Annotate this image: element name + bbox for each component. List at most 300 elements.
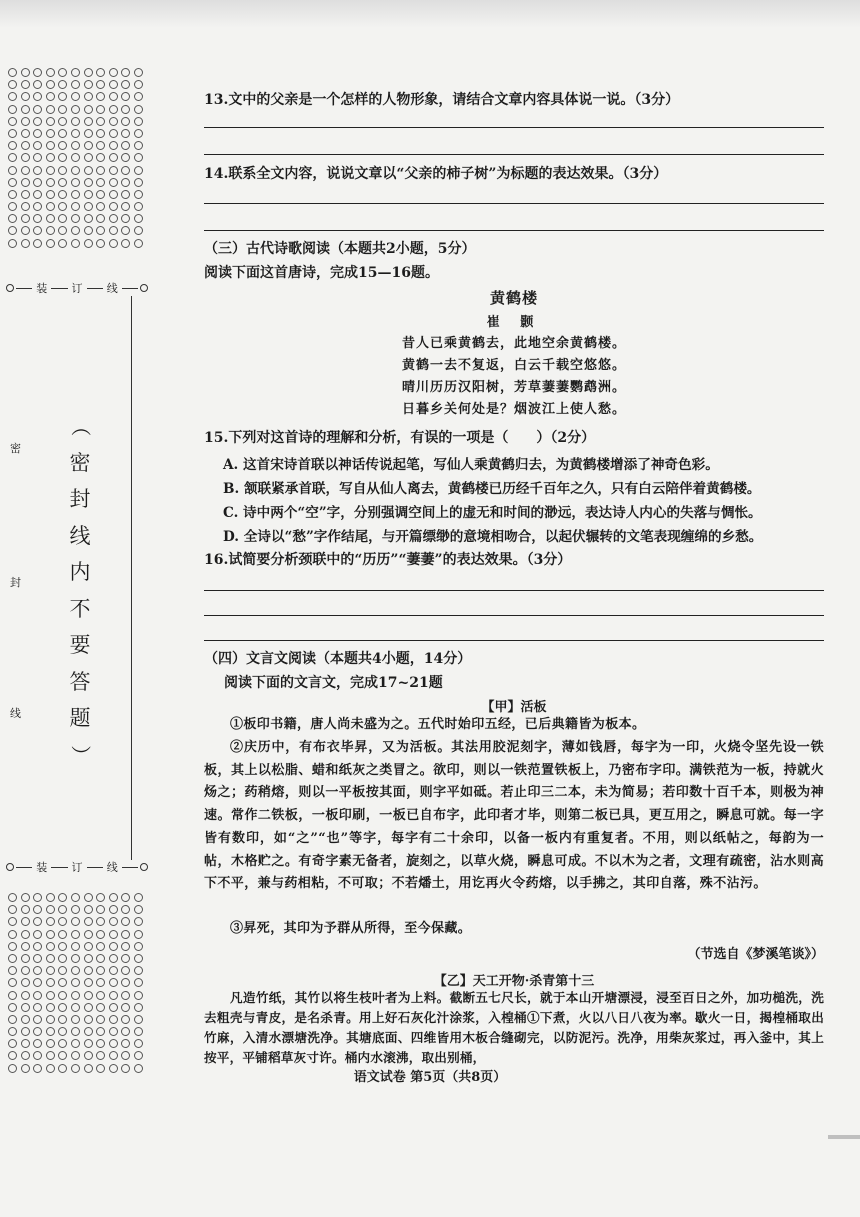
binding-line-top: 装 订 线 (6, 281, 148, 295)
binding-hole-icon (33, 178, 42, 187)
binding-hole-icon (58, 117, 67, 126)
binding-hole-icon (84, 966, 93, 975)
binding-hole-icon (8, 226, 17, 235)
binding-hole-icon (96, 166, 105, 175)
binding-hole-icon (46, 226, 55, 235)
binding-hole-icon (121, 239, 130, 248)
binding-hole-icon (58, 893, 67, 902)
binding-hole-icon (21, 905, 30, 914)
binding-hole-icon (8, 905, 17, 914)
binding-hole-icon (46, 1039, 55, 1048)
binding-hole-icon (121, 1039, 130, 1048)
binding-hole-icon (8, 991, 17, 1000)
binding-hole-icon (33, 214, 42, 223)
binding-hole-icon (134, 930, 143, 939)
binding-hole-icon (58, 80, 67, 89)
binding-hole-icon (46, 991, 55, 1000)
poem-line: 日暮乡关何处是？烟波江上使人愁。 (401, 402, 626, 417)
binding-hole-icon (96, 930, 105, 939)
binding-hole-icon (21, 166, 30, 175)
binding-hole-icon (46, 68, 55, 77)
binding-hole-icon (121, 80, 130, 89)
section-4-heading: （四）文言文阅读（本题共4小题，14分） (204, 651, 472, 667)
binding-hole-icon (96, 202, 105, 211)
binding-hole-icon (46, 1027, 55, 1036)
binding-hole-icon (33, 80, 42, 89)
poem-line: 晴川历历汉阳树，芳草萋萋鹦鹉洲。 (401, 380, 626, 395)
binding-hole-icon (71, 92, 80, 101)
binding-hole-icon (71, 226, 80, 235)
binding-hole-icon (109, 1015, 118, 1024)
binding-hole-icon (71, 991, 80, 1000)
binding-hole-icon (21, 1003, 30, 1012)
binding-hole-icon (58, 1015, 67, 1024)
binding-hole-icon (84, 202, 93, 211)
binding-hole-icon (46, 105, 55, 114)
binding-hole-icon (121, 166, 130, 175)
binding-hole-icon (58, 92, 67, 101)
binding-hole-icon (134, 1015, 143, 1024)
binding-hole-icon (33, 117, 42, 126)
binding-hole-icon (46, 893, 55, 902)
binding-hole-icon (84, 117, 93, 126)
binding-hole-icon (71, 105, 80, 114)
binding-hole-icon (46, 1003, 55, 1012)
binding-hole-icon (121, 226, 130, 235)
binding-hole-icon (46, 117, 55, 126)
binding-hole-icon (121, 202, 130, 211)
binding-hole-icon (71, 190, 80, 199)
binding-hole-icon (8, 239, 17, 248)
seal-notice: （ 密 封 线 内 不 要 答 题 ） (68, 416, 93, 765)
option-d[interactable]: D. 全诗以“愁”字作结尾，与开篇缥缈的意境相吻合，以起伏辗转的文笔表现缠绵的乡愁。 (223, 529, 763, 545)
binding-hole-icon (8, 117, 17, 126)
binding-hole-icon (71, 166, 80, 175)
binding-hole-icon (8, 1003, 17, 1012)
binding-hole-icon (58, 930, 67, 939)
binding-hole-icon (33, 954, 42, 963)
binding-hole-icon (96, 117, 105, 126)
binding-hole-icon (134, 92, 143, 101)
binding-hole-icon (96, 80, 105, 89)
option-b[interactable]: B. 颔联紧承首联，写自从仙人离去，黄鹤楼已历经千百年之久，只有白云陪伴着黄鹤楼。 (223, 481, 761, 497)
binding-hole-icon (109, 214, 118, 223)
binding-hole-icon (121, 954, 130, 963)
answer-line[interactable] (204, 590, 824, 591)
binding-hole-icon (33, 190, 42, 199)
binding-hole-icon (58, 1027, 67, 1036)
binding-hole-icon (84, 92, 93, 101)
binding-hole-icon (8, 190, 17, 199)
binding-hole-icon (134, 1003, 143, 1012)
binding-hole-icon (71, 214, 80, 223)
binding-hole-icon (134, 905, 143, 914)
binding-hole-icon (71, 153, 80, 162)
scan-edge (0, 0, 860, 28)
binding-hole-icon (71, 141, 80, 150)
binding-hole-icon (58, 239, 67, 248)
binding-hole-icon (84, 1039, 93, 1048)
binding-hole-icon (58, 954, 67, 963)
binding-hole-icon (58, 966, 67, 975)
binding-hole-icon (71, 1027, 80, 1036)
binding-hole-icon (8, 153, 17, 162)
binding-hole-icon (134, 129, 143, 138)
section-3-heading: （三）古代诗歌阅读（本题共2小题，5分） (204, 241, 476, 257)
binding-hole-icon (33, 1015, 42, 1024)
binding-hole-icon (58, 190, 67, 199)
binding-hole-icon (121, 117, 130, 126)
binding-hole-icon (21, 202, 30, 211)
binding-hole-icon (21, 129, 30, 138)
binding-hole-icon (21, 190, 30, 199)
binding-hole-icon (96, 978, 105, 987)
binding-hole-icon (21, 942, 30, 951)
binding-hole-icon (71, 930, 80, 939)
binding-hole-icon (46, 239, 55, 248)
binding-hole-icon (134, 991, 143, 1000)
binding-hole-icon (134, 226, 143, 235)
binding-hole-icon (121, 1051, 130, 1060)
binding-hole-icon (21, 978, 30, 987)
binding-hole-icon (8, 1015, 17, 1024)
binding-hole-icon (33, 1027, 42, 1036)
binding-hole-icon (121, 1003, 130, 1012)
answer-line[interactable] (204, 615, 824, 616)
binding-hole-icon (8, 92, 17, 101)
binding-hole-icon (8, 202, 17, 211)
binding-hole-icon (8, 105, 17, 114)
binding-hole-icon (46, 178, 55, 187)
binding-hole-icon (84, 166, 93, 175)
binding-hole-icon (121, 1027, 130, 1036)
binding-hole-icon (21, 991, 30, 1000)
binding-hole-icon (71, 117, 80, 126)
binding-hole-icon (96, 239, 105, 248)
binding-hole-icon (96, 214, 105, 223)
binding-hole-icon (46, 1051, 55, 1060)
binding-hole-icon (8, 1027, 17, 1036)
binding-hole-icon (46, 930, 55, 939)
binding-hole-icon (134, 954, 143, 963)
binding-hole-icon (134, 202, 143, 211)
binding-hole-icon (21, 1027, 30, 1036)
poem-title: 黄鹤楼 (489, 289, 538, 307)
binding-hole-icon (21, 153, 30, 162)
seal-mark: 密 (10, 442, 21, 455)
binding-hole-icon (46, 942, 55, 951)
binding-hole-icon (84, 214, 93, 223)
binding-hole-icon (33, 153, 42, 162)
text-jia-para-3: ③昇死，其印为予群从所得，至今保藏。 (230, 921, 472, 936)
binding-hole-icon (109, 1051, 118, 1060)
binding-hole-icon (21, 917, 30, 926)
binding-hole-icon (21, 930, 30, 939)
binding-hole-icon (121, 978, 130, 987)
binding-hole-icon (109, 105, 118, 114)
binding-hole-icon (134, 117, 143, 126)
scan-artifact (828, 1135, 860, 1139)
binding-hole-grid-top (8, 68, 145, 250)
binding-hole-icon (96, 905, 105, 914)
binding-hole-icon (121, 92, 130, 101)
binding-hole-icon (109, 68, 118, 77)
binding-hole-icon (71, 68, 80, 77)
binding-hole-icon (46, 141, 55, 150)
binding-hole-icon (33, 166, 42, 175)
binding-hole-icon (96, 893, 105, 902)
binding-hole-icon (8, 68, 17, 77)
binding-hole-icon (71, 239, 80, 248)
binding-hole-icon (134, 153, 143, 162)
binding-hole-icon (84, 105, 93, 114)
binding-hole-icon (58, 166, 67, 175)
question-13: 13.文中的父亲是一个怎样的人物形象，请结合文章内容具体说一说。（3分） (204, 92, 680, 108)
binding-hole-icon (96, 190, 105, 199)
binding-hole-icon (8, 141, 17, 150)
binding-hole-icon (71, 80, 80, 89)
poem-line: 昔人已乘黄鹤去，此地空余黄鹤楼。 (401, 336, 626, 351)
binding-hole-icon (71, 202, 80, 211)
text-jia-source: （节选自《梦溪笔谈》） (687, 947, 824, 962)
binding-hole-icon (33, 1039, 42, 1048)
binding-hole-icon (121, 893, 130, 902)
binding-hole-icon (21, 68, 30, 77)
binding-hole-icon (21, 214, 30, 223)
binding-hole-icon (134, 80, 143, 89)
binding-hole-icon (134, 978, 143, 987)
text-yi-title: 【乙】天工开物·杀青第十三 (433, 974, 595, 989)
binding-hole-icon (96, 917, 105, 926)
binding-hole-icon (71, 954, 80, 963)
binding-hole-icon (96, 1039, 105, 1048)
binding-hole-icon (109, 893, 118, 902)
binding-line-bottom: 装 订 线 (6, 860, 148, 874)
binding-hole-icon (109, 1039, 118, 1048)
binding-hole-icon (58, 105, 67, 114)
binding-hole-icon (71, 178, 80, 187)
binding-hole-icon (8, 942, 17, 951)
binding-hole-icon (96, 1003, 105, 1012)
binding-hole-icon (121, 917, 130, 926)
ring-icon (6, 284, 14, 292)
binding-hole-icon (58, 153, 67, 162)
binding-hole-icon (58, 1039, 67, 1048)
binding-hole-icon (109, 178, 118, 187)
section-4-intro: 阅读下面的文言文，完成17~21题 (224, 675, 443, 691)
binding-hole-icon (21, 966, 30, 975)
binding-hole-icon (46, 966, 55, 975)
binding-hole-icon (8, 178, 17, 187)
binding-hole-icon (134, 105, 143, 114)
binding-hole-icon (121, 129, 130, 138)
section-3-intro: 阅读下面这首唐诗，完成15—16题。 (204, 265, 439, 281)
binding-hole-icon (121, 1015, 130, 1024)
binding-hole-icon (21, 1015, 30, 1024)
binding-hole-icon (134, 239, 143, 248)
binding-hole-icon (21, 105, 30, 114)
binding-hole-icon (109, 930, 118, 939)
binding-hole-icon (84, 129, 93, 138)
binding-hole-icon (134, 966, 143, 975)
binding-hole-icon (96, 1015, 105, 1024)
binding-hole-icon (8, 930, 17, 939)
binding-hole-icon (71, 1051, 80, 1060)
binding-hole-icon (8, 80, 17, 89)
binding-hole-icon (8, 954, 17, 963)
binding-hole-icon (58, 141, 67, 150)
binding-hole-icon (21, 226, 30, 235)
binding-hole-icon (58, 1003, 67, 1012)
binding-hole-icon (58, 178, 67, 187)
binding-hole-icon (134, 1027, 143, 1036)
binding-hole-icon (46, 190, 55, 199)
binding-hole-icon (58, 1051, 67, 1060)
binding-hole-icon (96, 954, 105, 963)
binding-hole-icon (58, 991, 67, 1000)
binding-hole-icon (71, 1039, 80, 1048)
binding-hole-icon (33, 917, 42, 926)
binding-hole-icon (134, 190, 143, 199)
binding-hole-icon (46, 80, 55, 89)
seal-mark: 线 (10, 707, 21, 720)
binding-hole-icon (46, 153, 55, 162)
binding-hole-icon (96, 226, 105, 235)
answer-line[interactable] (204, 203, 824, 204)
binding-hole-icon (33, 1051, 42, 1060)
binding-hole-icon (33, 991, 42, 1000)
binding-hole-icon (84, 905, 93, 914)
binding-hole-icon (96, 68, 105, 77)
binding-hole-icon (96, 129, 105, 138)
binding-hole-icon (96, 991, 105, 1000)
binding-hole-icon (84, 954, 93, 963)
text-jia-para-2: ②庆历中，有布衣毕昇，又为活板。其法用胶泥刻字，薄如钱唇，每字为一印，火烧令坚先设一铁板，其上以松脂、蜡和纸灰之类冒之。欲印，则以一铁范置铁板上，乃密布字印。满铁范为一板，持就火炀之；药稍熔，则以一平板按其面，则字平如砥。若止印三二本，未为简易；若印数十百千本，则极为神速。常作二铁板，一板印刷，一板已自布字，此印者才毕，则第二板已具，更互用之，瞬息可就。每一字皆有数印，如“之”“也”等字，每字有二十余印，以备一板内有重复者。不用，则以纸帖之，每韵为一帖，木格贮之。有奇字素无备者，旋刻之，以草火烧，瞬息可成。不以木为之者，文理有疏密，沾水则高下不平，兼与药相粘，不可取；不若燔土，用讫再火令药熔，以手拂之，其印自落，殊不沾污。 (204, 740, 824, 892)
text-jia-para-1: ①板印书籍，唐人尚未盛为之。五代时始印五经，已后典籍皆为板本。 (230, 717, 646, 732)
binding-hole-icon (21, 80, 30, 89)
binding-hole-icon (33, 893, 42, 902)
binding-hole-icon (109, 190, 118, 199)
text-jia-title: 【甲】活板 (481, 700, 547, 715)
poem-author: 崔 颢 (486, 315, 542, 330)
binding-hole-icon (58, 978, 67, 987)
binding-hole-icon (33, 966, 42, 975)
binding-hole-icon (121, 178, 130, 187)
binding-hole-icon (33, 202, 42, 211)
binding-hole-icon (109, 905, 118, 914)
binding-hole-icon (8, 166, 17, 175)
poem-line: 黄鹤一去不复返，白云千载空悠悠。 (401, 358, 626, 373)
binding-hole-icon (84, 1027, 93, 1036)
binding-hole-icon (46, 214, 55, 223)
binding-hole-icon (21, 92, 30, 101)
binding-hole-icon (84, 1003, 93, 1012)
question-15: 15.下列对这首诗的理解和分析，有误的一项是（ ）（2分） (204, 430, 596, 446)
binding-hole-icon (109, 942, 118, 951)
binding-hole-icon (134, 166, 143, 175)
binding-hole-icon (21, 117, 30, 126)
binding-hole-icon (8, 978, 17, 987)
binding-hole-icon (33, 942, 42, 951)
binding-hole-icon (46, 166, 55, 175)
binding-hole-icon (58, 226, 67, 235)
binding-hole-icon (109, 991, 118, 1000)
binding-hole-icon (21, 1039, 30, 1048)
binding-hole-icon (121, 930, 130, 939)
binding-hole-icon (109, 978, 118, 987)
binding-hole-icon (8, 1039, 17, 1048)
binding-hole-icon (71, 942, 80, 951)
binding-hole-icon (33, 905, 42, 914)
answer-line[interactable] (204, 230, 824, 231)
question-14: 14.联系全文内容，说说文章以“父亲的柿子树”为标题的表达效果。（3分） (204, 166, 668, 182)
binding-hole-icon (46, 202, 55, 211)
binding-hole-icon (109, 1027, 118, 1036)
binding-hole-icon (96, 178, 105, 187)
binding-hole-icon (33, 105, 42, 114)
ring-icon (140, 284, 148, 292)
binding-hole-icon (134, 68, 143, 77)
answer-line[interactable] (204, 154, 824, 155)
binding-hole-icon (21, 141, 30, 150)
answer-line[interactable] (204, 127, 824, 128)
text-yi-para: 凡造竹纸，其竹以将生枝叶者为上料。截断五七尺长，就于本山开塘漂浸，浸至百日之外，加功槌洗，洗去粗壳与青皮，是名杀青。用上好石灰化汁涂浆，入楻桶①下煮，火以八日八夜为率。歇火一日，揭楻桶取出竹麻，入清水漂塘洗净。其塘底面、四维皆用木板合缝砌完，以防泥污。洗净，用柴灰浆过，再入釜中，其上按平，平铺稻草灰寸许。桶内水滚沸，取出别桶， (204, 990, 824, 1065)
binding-hole-icon (8, 129, 17, 138)
binding-hole-icon (58, 905, 67, 914)
binding-hole-icon (109, 92, 118, 101)
binding-hole-icon (8, 917, 17, 926)
binding-hole-grid-bottom (8, 893, 145, 1075)
option-a[interactable]: A. 这首宋诗首联以神话传说起笔，写仙人乘黄鹤归去，为黄鹤楼增添了神奇色彩。 (223, 457, 719, 473)
binding-hole-icon (58, 129, 67, 138)
binding-hole-icon (33, 68, 42, 77)
binding-hole-icon (109, 917, 118, 926)
binding-hole-icon (33, 1003, 42, 1012)
binding-hole-icon (21, 893, 30, 902)
binding-hole-icon (121, 153, 130, 162)
binding-hole-icon (96, 966, 105, 975)
binding-hole-icon (121, 190, 130, 199)
binding-hole-icon (96, 153, 105, 162)
binding-hole-icon (71, 978, 80, 987)
binding-hole-icon (109, 117, 118, 126)
binding-hole-icon (121, 966, 130, 975)
binding-hole-icon (8, 214, 17, 223)
binding-hole-icon (84, 930, 93, 939)
answer-line[interactable] (204, 640, 824, 641)
binding-hole-icon (121, 214, 130, 223)
binding-hole-icon (71, 129, 80, 138)
binding-hole-icon (109, 239, 118, 248)
page-footer: 语文试卷 第5页（共8页） (353, 1070, 507, 1085)
option-c[interactable]: C. 诗中两个“空”字，分别强调空间上的虚无和时间的渺远，表达诗人内心的失落与惆怅。 (223, 505, 762, 521)
ring-icon (6, 863, 14, 871)
binding-hole-icon (46, 1015, 55, 1024)
binding-hole-icon (84, 991, 93, 1000)
poem (204, 287, 824, 421)
binding-hole-icon (33, 226, 42, 235)
binding-hole-icon (121, 105, 130, 114)
binding-hole-icon (71, 917, 80, 926)
binding-hole-icon (134, 917, 143, 926)
binding-hole-icon (58, 214, 67, 223)
binding-hole-icon (121, 141, 130, 150)
binding-hole-icon (134, 178, 143, 187)
binding-hole-icon (84, 978, 93, 987)
binding-hole-icon (109, 129, 118, 138)
binding-hole-icon (109, 1003, 118, 1012)
binding-hole-icon (84, 1015, 93, 1024)
